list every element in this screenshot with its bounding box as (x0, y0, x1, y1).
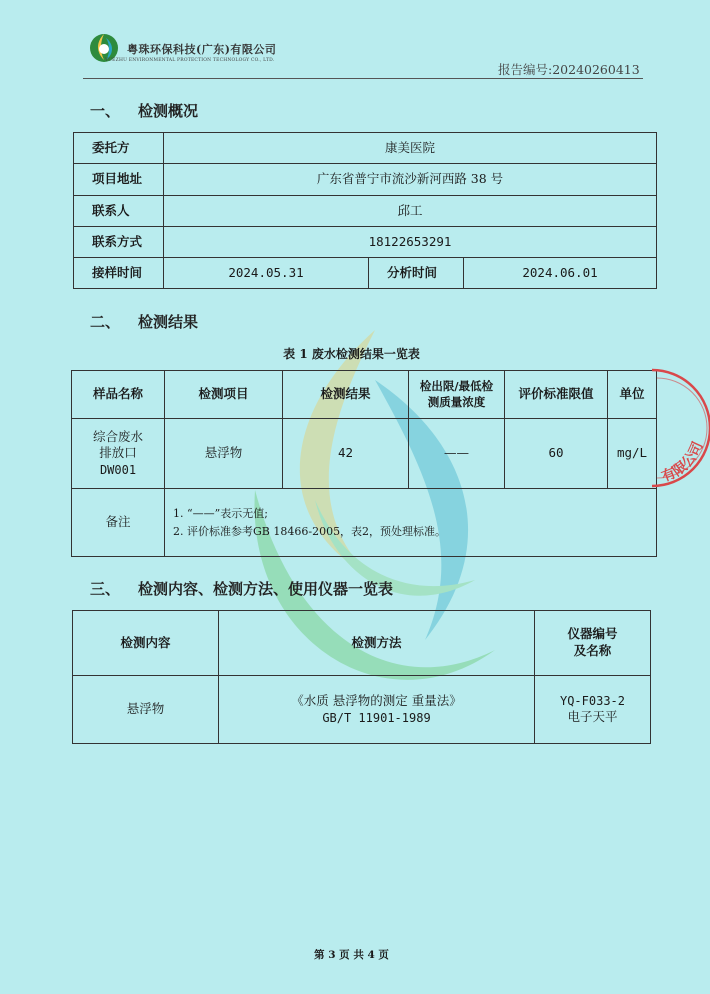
sample-time-value: 2024.05.31 (164, 258, 369, 289)
sample-time-label: 接样时间 (74, 258, 164, 289)
instrument-line2: 电子天平 (567, 709, 618, 725)
methods-table (72, 610, 651, 744)
result-cell: 42 (283, 419, 409, 489)
section-1-heading: 一、 检测概况 (90, 102, 199, 120)
overview-table (73, 132, 657, 289)
header-content: 检测内容 (73, 611, 219, 676)
phone-label: 联系方式 (74, 227, 164, 258)
table-1-caption: 表 1 废水检测结果一览表 (283, 347, 420, 361)
header-method: 检测方法 (219, 611, 535, 676)
company-name-en: YUEZHU ENVIRONMENTAL PROTECTION TECHNOLOGY CO., LTD. (105, 58, 275, 63)
time-row (74, 258, 657, 289)
method-line1: 《水质 悬浮物的测定 重量法》 (291, 692, 462, 708)
header-instrument-line1: 仪器编号 (567, 626, 618, 642)
notes-label: 备注 (72, 489, 165, 557)
page-number: 第 3 页 共 4 页 (314, 949, 389, 961)
header-instrument (535, 611, 651, 676)
contact-row (74, 196, 657, 227)
address-label: 项目地址 (74, 164, 164, 196)
client-row (74, 133, 657, 164)
content-cell: 悬浮物 (73, 676, 219, 744)
company-name-cn: 粤珠环保科技(广东)有限公司 (127, 43, 277, 56)
analysis-time-value: 2024.06.01 (464, 258, 657, 289)
header-item: 检测项目 (165, 371, 283, 419)
limit-cell: —— (409, 419, 505, 489)
header-limit (409, 371, 505, 419)
client-label: 委托方 (74, 133, 164, 164)
section-2-heading: 二、 检测结果 (90, 313, 199, 331)
notes-row (72, 489, 657, 557)
method-line2: GB/T 11901-1989 (322, 710, 431, 725)
header-limit-line1: 检出限/最低检 (419, 378, 494, 393)
header-sample: 样品名称 (72, 371, 165, 419)
unit-cell: mg/L (608, 419, 657, 489)
report-number: 报告编号:20240260413 (498, 62, 640, 77)
contact-value: 邱工 (164, 196, 657, 227)
header-result: 检测结果 (283, 371, 409, 419)
sample-line3: DW001 (99, 463, 137, 478)
company-seal-icon (600, 368, 710, 498)
note-1: 1. “——”表示无值; (173, 506, 268, 520)
results-header-row (72, 371, 657, 419)
header-standard: 评价标准限值 (505, 371, 608, 419)
header-instrument-line2: 及名称 (573, 643, 612, 658)
header-limit-line2: 测质量浓度 (427, 394, 486, 409)
section-3-heading: 三、 检测内容、检测方法、使用仪器一览表 (90, 580, 394, 598)
instrument-cell (535, 676, 651, 744)
results-table (71, 370, 657, 557)
analysis-time-label: 分析时间 (369, 258, 464, 289)
sample-line2: 排放口 (99, 445, 137, 461)
phone-value: 18122653291 (164, 227, 657, 258)
address-value: 广东省普宁市流沙新河西路 38 号 (164, 164, 657, 196)
sample-cell (72, 419, 165, 489)
notes-cell (165, 489, 657, 557)
note-2: 2. 评价标准参考GB 18466-2005，表2，预处理标准。 (173, 524, 447, 538)
instrument-line1: YQ-F033-2 (559, 693, 626, 708)
item-cell: 悬浮物 (165, 419, 283, 489)
address-row (74, 164, 657, 196)
svg-text:有限公司: 有限公司 (659, 439, 707, 486)
header-divider (83, 78, 643, 79)
sample-line1: 综合废水 (92, 428, 143, 444)
methods-data-row (73, 676, 651, 744)
contact-label: 联系人 (74, 196, 164, 227)
methods-header-row (73, 611, 651, 676)
header-unit: 单位 (608, 371, 657, 419)
phone-row (74, 227, 657, 258)
results-data-row (72, 419, 657, 489)
standard-cell: 60 (505, 419, 608, 489)
method-cell (219, 676, 535, 744)
client-value: 康美医院 (164, 133, 657, 164)
